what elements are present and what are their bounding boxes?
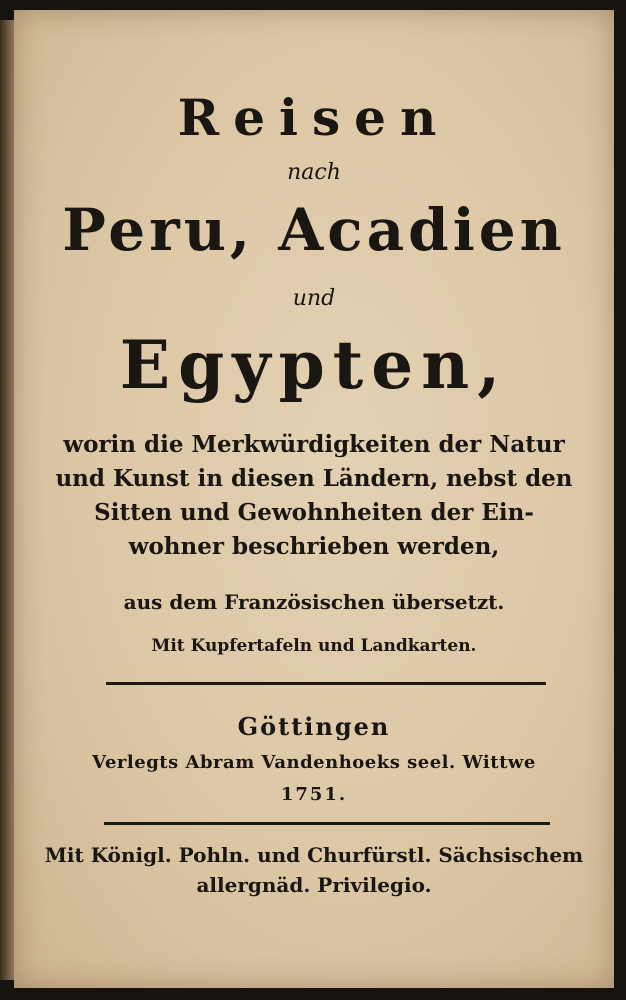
divider-rule [104, 822, 550, 825]
divider-rule [106, 682, 546, 685]
description-line-2: und Kunst in diesen Ländern, nebst den [55, 465, 573, 492]
translation-note: aus dem Französischen übersetzt. [123, 590, 505, 614]
title-nach: nach [287, 160, 341, 185]
illustrations-note: Mit Kupfertafeln und Landkarten. [151, 636, 477, 656]
title-peru-acadien: Peru, Acadien [62, 196, 566, 264]
description-block [14, 428, 614, 564]
imprint-publisher: Verlegts Abram Vandenhoeks seel. Wittwe [92, 752, 536, 773]
title-und: und [292, 286, 336, 311]
privilege-line-2: allergnäd. Privilegio. [196, 873, 432, 897]
description-line-3: Sitten und Gewohnheiten der Ein- [94, 499, 534, 526]
imprint-year: 1751. [280, 784, 348, 805]
description-line-1: worin die Merkwürdigkeiten der Natur [63, 431, 565, 458]
privilege-line-1: Mit Königl. Pohln. und Churfürstl. Sächsischem [44, 843, 584, 867]
title-egypten: Egypten, [119, 326, 509, 404]
description-line-4: wohner beschrieben werden, [128, 533, 500, 560]
title-reisen: Reisen [177, 88, 451, 147]
imprint-place: Göttingen [237, 712, 391, 741]
privilege-block [14, 840, 614, 900]
